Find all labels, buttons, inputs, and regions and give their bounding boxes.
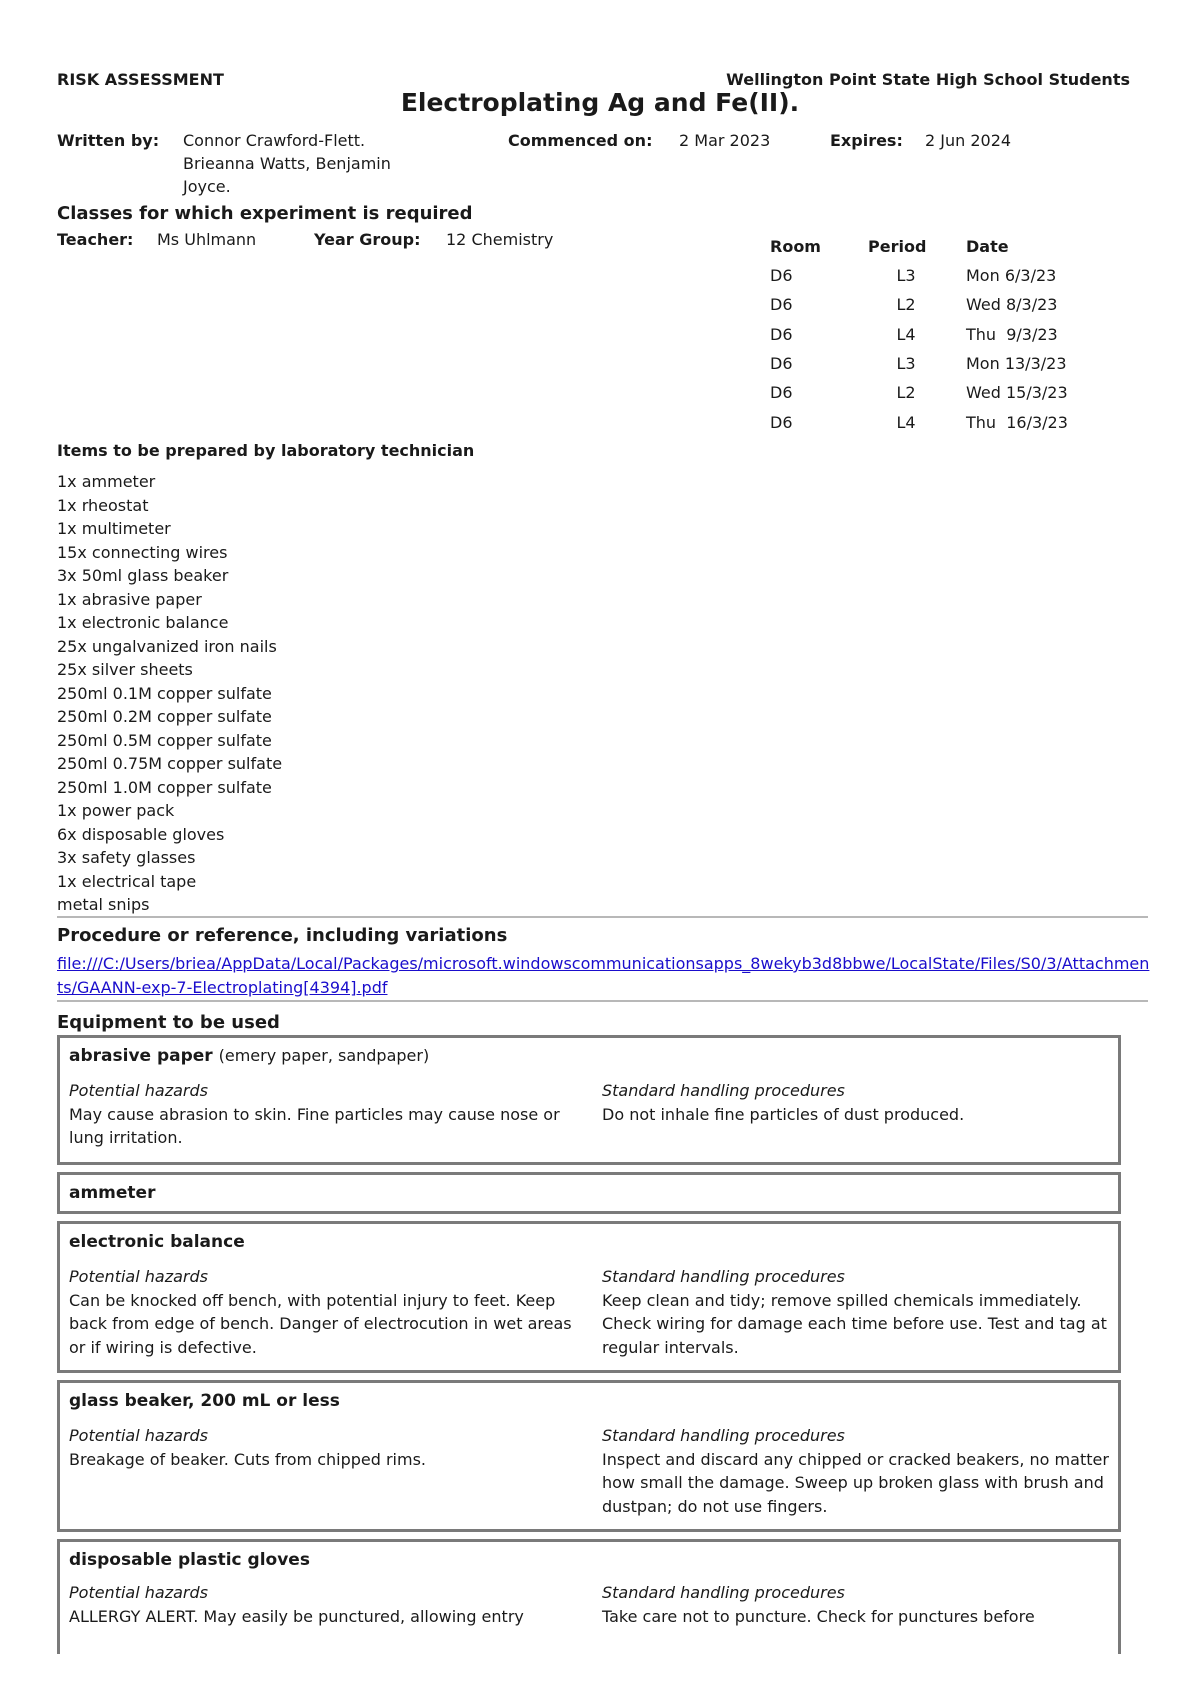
hazards-text: Breakage of beaker. Cuts from chipped rims. [69,1449,426,1469]
table-row [770,407,1068,436]
list-item: 25x ungalvanized iron nails [57,636,277,656]
table-row [770,290,1068,319]
class-schedule-table [770,232,1068,437]
equipment-card [57,1172,1121,1214]
schedule-date: Thu 9/3/23 [966,324,1058,344]
list-item: 6x disposable gloves [57,824,225,844]
list-item: 250ml 0.75M copper sulfate [57,754,283,773]
institution-name: Wellington Point State High School Students [726,70,1130,89]
hazards-column [69,1265,589,1359]
schedule-room: D6 [770,412,793,432]
procedures-text: Keep clean and tidy; remove spilled chemicals immediately. Check wiring for damage each time before use. Test and tag at regular intervals. [602,1290,1107,1357]
equipment-heading: Equipment to be used [57,1012,280,1033]
procedures-text: Do not inhale fine particles of dust produced. [602,1104,965,1124]
equipment-aliases: (emery paper, sandpaper) [218,1046,430,1065]
equipment-name: disposable plastic gloves [69,1550,310,1570]
year-group-value: 12 Chemistry [446,230,554,249]
procedures-column [602,1424,1122,1518]
author-line-2: Brieanna Watts, Benjamin [183,154,391,173]
list-item: 1x rheostat [57,495,149,515]
schedule-header-row [770,232,1068,261]
procedures-label: Standard handling procedures [602,1267,845,1286]
list-item: 3x safety glasses [57,848,196,867]
page-title: Electroplating Ag and Fe(II). [400,88,800,117]
procedures-column [602,1581,1121,1628]
written-by-label: Written by: [57,131,160,150]
list-item: 250ml 0.1M copper sulfate [57,683,272,703]
year-group-label: Year Group: [314,230,421,249]
equipment-card [57,1035,1121,1165]
procedures-text: Take care not to puncture. Check for punctures before [602,1606,1035,1626]
schedule-room: D6 [770,295,793,315]
schedule-date: Thu 16/3/23 [966,412,1068,432]
hazards-label: Potential hazards [69,1267,208,1286]
teacher-label: Teacher: [57,230,134,249]
procedures-text: Inspect and discard any chipped or cracked beakers, no matter how small the damage. Sweep up broken glass with brush and dustpan; do not use fingers. [602,1449,1109,1516]
procedures-label: Standard handling procedures [602,1426,845,1445]
equipment-name-text: abrasive paper [69,1046,213,1066]
procedures-column [602,1265,1122,1359]
equipment-name: glass beaker, 200 mL or less [69,1391,340,1411]
list-item: 1x multimeter [57,519,171,538]
procedure-heading: Procedure or reference, including variations [57,925,508,946]
table-row [770,349,1068,378]
schedule-period: L3 [896,354,916,374]
schedule-period: L2 [896,295,916,315]
table-row [770,320,1068,349]
expires-date: 2 Jun 2024 [925,131,1012,150]
section-divider [57,916,1148,918]
hazards-text: Can be knocked off bench, with potential injury to feet. Keep back from edge of bench. Danger of electrocution in wet areas or if wiring is defective. [69,1290,572,1357]
list-item: 1x ammeter [57,472,156,491]
classes-heading: Classes for which experiment is required [57,203,473,224]
list-item: metal snips [57,895,150,914]
schedule-room: D6 [770,354,793,374]
author-line-3: Joyce. [183,177,231,196]
author-line-1: Connor Crawford-Flett. [183,131,366,150]
list-item: 1x electronic balance [57,613,229,632]
procedures-label: Standard handling procedures [602,1081,845,1100]
schedule-period: L4 [896,412,916,432]
schedule-period: L2 [896,383,916,403]
procedure-link[interactable]: file:///C:/Users/briea/AppData/Local/Packages/microsoft.windowscommunicationsapps_8wekyb3d8bbwe/LocalState/Files/S0/3/Attachments/GAANN-exp-7-Electroplating[4394].pdf [57,954,1150,997]
items-list [57,470,282,917]
hazards-column [69,1424,589,1471]
schedule-header-date: Date [966,237,1009,256]
equipment-card [57,1380,1121,1532]
schedule-date: Mon 13/3/23 [966,354,1067,374]
schedule-date: Wed 15/3/23 [966,383,1068,403]
list-item: 1x abrasive paper [57,589,202,609]
teacher-value: Ms Uhlmann [157,230,257,249]
schedule-header-period: Period [868,237,927,256]
table-row [770,261,1068,290]
list-item: 3x 50ml glass beaker [57,566,229,585]
hazards-column [69,1079,589,1150]
hazards-label: Potential hazards [69,1426,208,1445]
commenced-label: Commenced on: [508,131,653,150]
items-heading: Items to be prepared by laboratory technician [57,441,475,460]
hazards-column [69,1581,589,1628]
document-type: RISK ASSESSMENT [57,70,224,89]
schedule-room: D6 [770,266,793,286]
schedule-header-room: Room [770,237,821,256]
hazards-text: May cause abrasion to skin. Fine particles may cause nose or lung irritation. [69,1104,560,1147]
procedures-column [602,1079,1122,1126]
schedule-date: Wed 8/3/23 [966,295,1058,315]
list-item: 15x connecting wires [57,542,228,562]
hazards-text: ALLERGY ALERT. May easily be punctured, allowing entry [69,1606,524,1626]
expires-label: Expires: [830,131,903,150]
equipment-card [57,1221,1121,1373]
commenced-date: 2 Mar 2023 [679,131,771,150]
hazards-label: Potential hazards [69,1583,208,1602]
list-item: 250ml 1.0M copper sulfate [57,777,272,797]
procedures-label: Standard handling procedures [602,1583,845,1602]
list-item: 25x silver sheets [57,660,193,679]
equipment-card [57,1539,1121,1654]
list-item: 250ml 0.2M copper sulfate [57,707,272,726]
table-row [770,378,1068,407]
schedule-period: L4 [896,324,916,344]
list-item: 250ml 0.5M copper sulfate [57,730,272,750]
schedule-period: L3 [896,266,916,286]
list-item: 1x electrical tape [57,871,197,891]
equipment-name: electronic balance [69,1232,245,1252]
equipment-name [69,1046,429,1066]
equipment-name: ammeter [69,1183,156,1203]
schedule-date: Mon 6/3/23 [966,266,1057,286]
section-divider [57,1000,1148,1002]
schedule-room: D6 [770,383,793,403]
hazards-label: Potential hazards [69,1081,208,1100]
list-item: 1x power pack [57,801,175,820]
schedule-room: D6 [770,324,793,344]
